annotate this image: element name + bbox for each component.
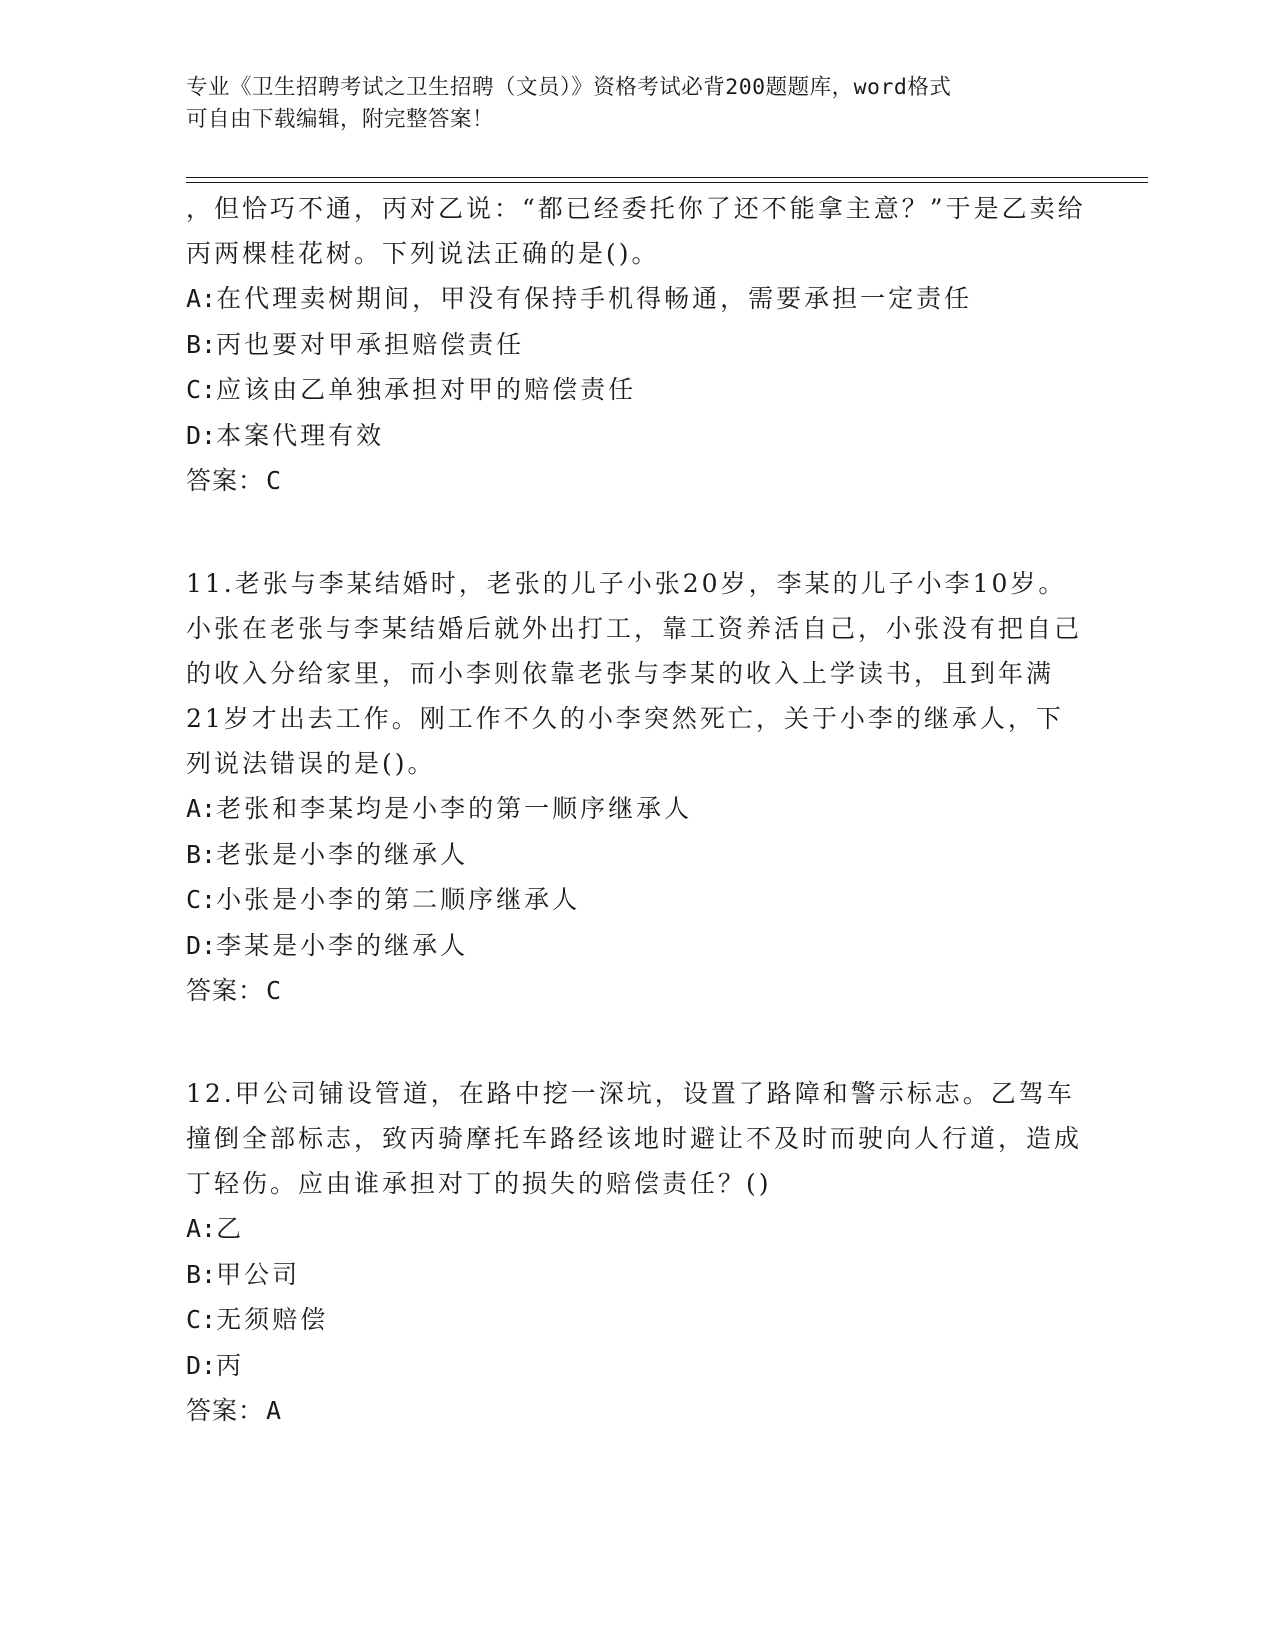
header-divider xyxy=(186,177,1148,178)
header-line-1: 专业《卫生招聘考试之卫生招聘（文员）》资格考试必背200题题库，word格式 xyxy=(186,75,952,100)
answer-label: 答案： xyxy=(186,466,265,495)
answer-value: C xyxy=(266,466,283,495)
option-d: D:本案代理有效 xyxy=(186,420,385,450)
option-d: D:丙 xyxy=(186,1350,245,1380)
answer-value: A xyxy=(266,1396,283,1425)
question-block xyxy=(186,561,1086,1013)
option-a: A:在代理卖树期间，甲没有保持手机得畅通，需要承担一定责任 xyxy=(186,284,973,313)
option-b: B:老张是小李的继承人 xyxy=(186,839,469,869)
header-divider xyxy=(186,182,1148,183)
answer-line xyxy=(186,458,1086,503)
answer-label: 答案： xyxy=(186,976,265,1005)
question-text: 12.甲公司铺设管道，在路中挖一深坑，设置了路障和警示标志。乙驾车撞倒全部标志，致丙骑摩托车路经该地时避让不及时而驶向人行道，造成丁轻伤。应由谁承担对丁的损失的赔偿责任？() xyxy=(186,1079,1083,1198)
option-a: A:乙 xyxy=(186,1214,245,1243)
document-body xyxy=(186,186,1086,1433)
answer-value: C xyxy=(266,976,283,1005)
document-header xyxy=(186,72,1086,136)
option-c: C:应该由乙单独承担对甲的赔偿责任 xyxy=(186,375,637,404)
option-c: C:小张是小李的第二顺序继承人 xyxy=(186,885,581,914)
option-d: D:李某是小李的继承人 xyxy=(186,930,469,960)
question-block xyxy=(186,1071,1086,1433)
answer-line xyxy=(186,1388,1086,1433)
header-line-2: 可自由下载编辑，附完整答案！ xyxy=(186,107,495,132)
question-text: 11.老张与李某结婚时，老张的儿子小张20岁，李某的儿子小李10岁。小张在老张与李某结婚后就外出打工，靠工资养活自己，小张没有把自己的收入分给家里，而小李则依靠老张与李某的收入上学读书，且到年满21岁才出去工作。刚工作不久的小李突然死亡，关于小李的继承人，下列说法错误的是()。 xyxy=(186,569,1083,778)
option-a: A:老张和李某均是小李的第一顺序继承人 xyxy=(186,794,693,823)
answer-label: 答案： xyxy=(186,1396,265,1425)
question-block xyxy=(186,186,1086,503)
question-text: ，但恰巧不通，丙对乙说：“都已经委托你了还不能拿主意？”于是乙卖给丙两棵桂花树。下列说法正确的是()。 xyxy=(186,194,1086,268)
option-c: C:无须赔偿 xyxy=(186,1305,329,1334)
answer-line xyxy=(186,968,1086,1013)
option-b: B:丙也要对甲承担赔偿责任 xyxy=(186,329,525,359)
option-b: B:甲公司 xyxy=(186,1259,301,1289)
